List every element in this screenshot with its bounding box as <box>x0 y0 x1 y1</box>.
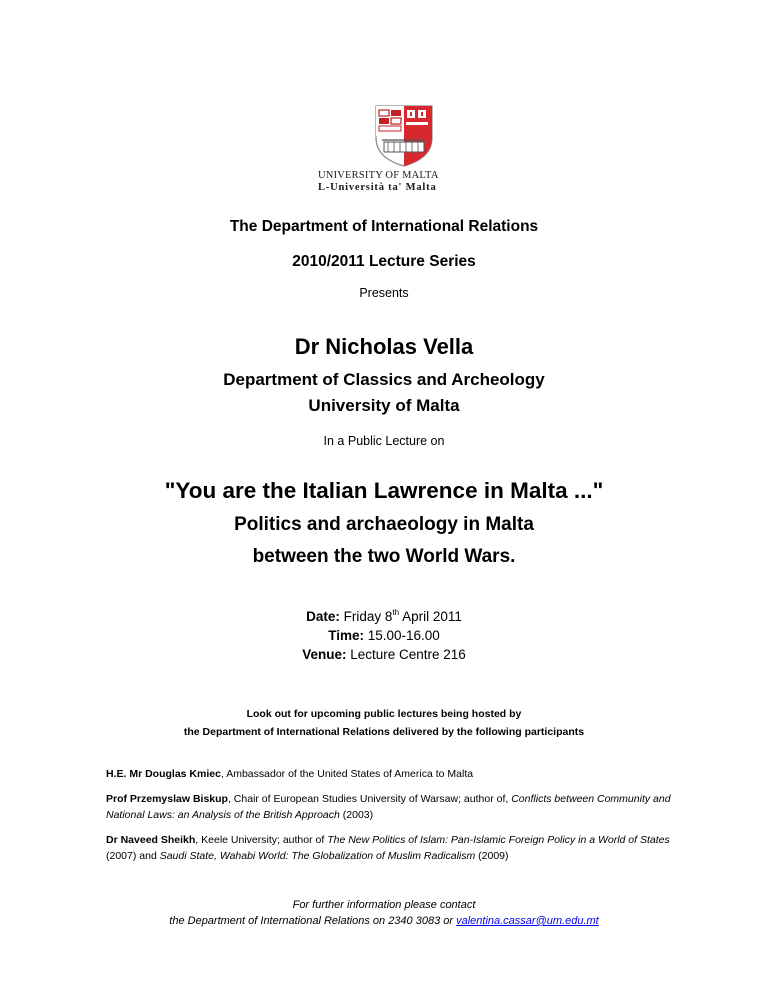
lecture-title-line-2: Politics and archaeology in Malta <box>234 514 534 535</box>
speaker-department: Department of Classics and Archeology <box>223 370 545 389</box>
participant-biskup <box>106 791 686 823</box>
contact-line-2 <box>0 915 768 927</box>
book-title: The New Politics of Islam: Pan-Islamic Foreign Policy in a World of States <box>327 834 670 846</box>
lecture-title-line-3: between the two World Wars. <box>252 546 516 567</box>
venue-value: Lecture Centre 216 <box>350 647 466 662</box>
participant-name: Dr Naveed Sheikh <box>106 834 196 846</box>
university-name <box>318 170 498 194</box>
university-shield-icon <box>370 104 438 168</box>
participant-name: H.E. Mr Douglas Kmiec <box>106 768 221 780</box>
speaker-university: University of Malta <box>308 396 460 415</box>
speaker-name: Dr Nicholas Vella <box>294 334 474 359</box>
venue-label: Venue: <box>302 647 347 662</box>
date-value-day: Friday 8 <box>343 609 393 624</box>
date-ordinal: th <box>392 608 400 617</box>
participant-name: Prof Przemyslaw Biskup <box>106 793 228 805</box>
participant-description: , Ambassador of the United States of America to Malta <box>220 768 474 780</box>
time-label: Time: <box>328 628 364 643</box>
date-value-month: April 2011 <box>402 609 462 624</box>
book-year: (2003) <box>339 809 374 821</box>
participant-description: , Keele University; author of <box>195 834 328 846</box>
book-title: Saudi State, Wahabi World: The Globalization of Muslim Radicalism <box>159 850 476 862</box>
contact-phone-text: the Department of International Relations on 2340 3083 or <box>169 915 457 927</box>
upcoming-heading-line-1: Look out for upcoming public lectures being hosted by <box>246 708 522 720</box>
upcoming-heading-line-2: the Department of International Relations delivered by the following participants <box>183 726 585 738</box>
time-value: 15.00-16.00 <box>367 628 440 643</box>
presents-label: Presents <box>359 286 409 300</box>
date-label: Date: <box>306 609 340 624</box>
lecture-time <box>0 628 768 643</box>
book-connector: (2007) and <box>106 850 160 862</box>
organizing-department: The Department of International Relations <box>229 218 539 235</box>
participant-kmiec <box>106 766 686 782</box>
book-title: Conflicts between Community and National Laws: an Analysis of the British Approach <box>106 793 671 821</box>
contact-line-1: For further information please contact <box>292 899 476 911</box>
university-name-maltese: L-Università ta' Malta <box>318 182 437 193</box>
book-year: (2009) <box>475 850 509 862</box>
participant-description: , Chair of European Studies University of Warsaw; author of, <box>227 793 512 805</box>
lecture-series: 2010/2011 Lecture Series <box>292 253 476 270</box>
contact-email-link[interactable]: valentina.cassar@um.edu.mt <box>456 915 599 927</box>
lecture-title-line-1: "You are the Italian Lawrence in Malta ..." <box>164 478 604 503</box>
university-name-english: UNIVERSITY OF MALTA <box>318 170 439 181</box>
participant-sheikh <box>106 832 686 864</box>
lecture-venue <box>0 647 768 662</box>
lecture-date <box>0 609 768 624</box>
lecture-intro: In a Public Lecture on <box>323 434 445 448</box>
